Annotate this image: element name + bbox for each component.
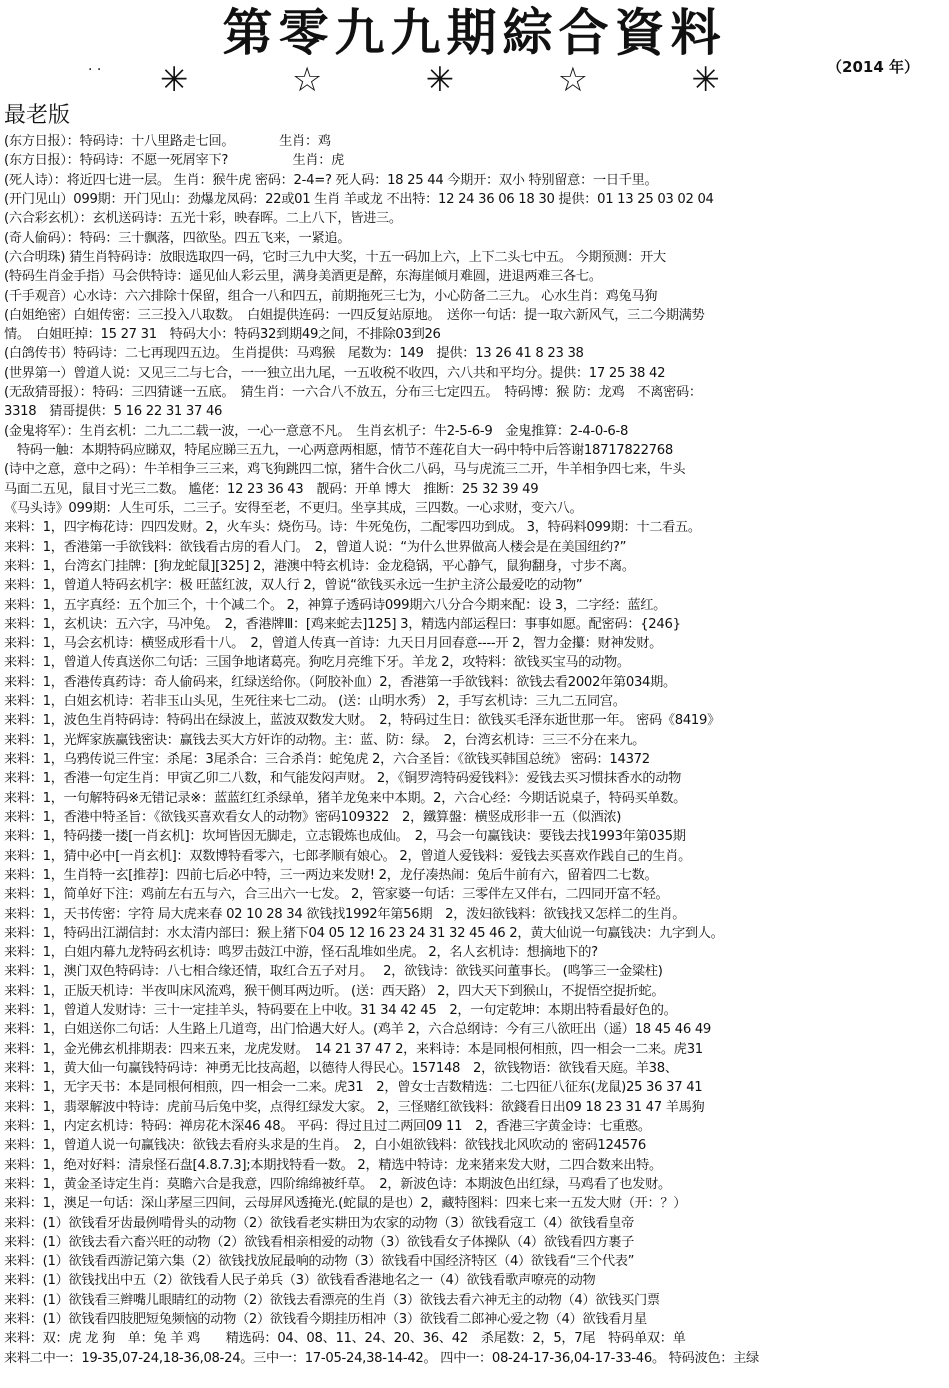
text-line: 来料：1，四字梅花诗：四四发财。2，火车头：烧伤马。诗：牛死兔伤，二配零四功到成。 3，特码料099期：十二看五。 [4, 520, 701, 536]
text-line: 来料：1，黄金圣诗定生肖：莫瞻六合是我意，四阶绵绵被纤草。 2，新波色诗：本期波色出红绿，马鸡看了也发财。 [4, 1176, 671, 1192]
content-lines [4, 132, 945, 1368]
decorative-dots: · · [88, 62, 102, 78]
text-line: 来料：1，白姐玄机诗：若非玉山头见，生死往来七二动。 (送：山明水秀） 2，手写玄机诗：三九二五同宫。 [4, 694, 626, 710]
text-line: 来料：1，生肖特一玄[推荐]：四前七后必中特，三一两边来发财! 2，龙仔凑热闹：兔后牛前有六，留着四二七数。 [4, 867, 658, 883]
text-line: 来料：1，乌鸦传说三件宝：杀尾：3尾杀合：三合杀肖：蛇兔虎 2，六合圣旨：《欲钱买韩国总统》 密码：14372 [4, 752, 650, 767]
text-line: (诗中之意，意中之码）：牛羊相争三三来，鸡飞狗跳四二惊，猪牛合伙二八码，马与虎流三二开，牛羊相争四七来，牛头 [4, 462, 686, 478]
text-line: 来料：1，内定玄机诗：特码：禅房花木深46 48。 平码：得过且过二两回09 11 2，香港三字黄金诗：七重憨。 [4, 1118, 651, 1134]
text-line: (金鬼将军）：生肖玄机：二九二二载一波，一心一意意不凡。 生肖玄机子：牛2-5-6-9 金鬼推算：2-4-0-6-8 [4, 423, 629, 439]
text-line: 来料：1，曾道人发财诗：三十一定挂羊头，特码要在上中收。31 34 42 45 2，一句定乾坤：本期出特看最好色的。 [4, 1003, 677, 1019]
text-line: 来料：1，台湾玄门挂牌：[狗龙蛇鼠][325] 2，港澳中特玄机诗：金龙稳锅，平心静气，鼠狗翻身，寸步不离。 [4, 558, 635, 574]
star-icon: ☆ [557, 60, 589, 100]
text-line: 来料：1，金光佛玄机排期表：四来五来，龙虎发财。 14 21 37 47 2，来料诗：本是同根何相煎，四一相会一二来。虎31 [4, 1041, 703, 1057]
text-line: 来料：(1）欲钱看三辫嘴儿眼睛红的动物（2）欲钱去看漂亮的生肖（3）欲钱去看六神无主的动物（4）欲钱买门票 [4, 1292, 660, 1308]
text-line: 情。 白姐旺掉：15 27 31 特码大小：特码32到期49之间，不排除03到26 [4, 327, 441, 343]
text-line: (死人诗）：将近四七进一层。 生肖：猴牛虎 密码：2-4=? 死人码：18 25 44 今期开：双小 特别留意：一日千里。 [4, 172, 658, 188]
asterisk-icon: ✳ [160, 60, 189, 100]
text-line: (开门见山）099期：开门见山：劲爆龙凤码：22或01 生肖 羊或龙 不出特：12 24 36 06 18 30 提供：01 13 25 03 02 04 [4, 191, 714, 207]
text-line: 来料：1，香港中特圣旨：《欲钱买喜欢看女人的动物》密码109322 2，鐵算盤：横竖成形非一五（似酒浓) [4, 809, 622, 825]
text-line: 特码一触：本期特码应睇双，特尾应睇三五九，一心两意两相愿，情节不莲花自大一码中特中后答谢18717822768 [4, 443, 673, 458]
text-line: 来料：1，正版天机诗：半夜叫床风流鸡，猴干侧耳两边听。 (送：西天路） 2，四大天下到猴山，不捉悟空捉折蛇。 [4, 983, 665, 999]
text-line: 来料：1，特码搂一搂[一肖玄机]：坎坷皆因无脚走，立志锻炼也成仙。 2，马会一句赢钱诀：要钱去找1993年第035期 [4, 829, 686, 845]
text-line: (东方日报）：特码诗：十八里路走七回。 生肖：鸡 [4, 134, 331, 149]
text-line: 马面二五见，鼠目寸光三二数。 尴佬：12 23 36 43 靓码：开单 博大 推断：25 32 39 49 [4, 481, 539, 497]
text-line: (东方日报）：特码诗：不愿一死屑宰下? 生肖：虎 [4, 153, 345, 169]
text-line: 来料：1，玄机诀：五六字，马冲兔。 2，香港牌Ⅲ：[鸡来蛇去]125] 3，精选内部运程曰：事事如愿。配密码：{246} [4, 616, 681, 632]
text-line: 来料：1，澳门双色特码诗：八七相合缘还情，取红合五子对月。 2，欲钱诗：欲钱买问董事长。 (鸣筝三一金粱柱) [4, 964, 663, 980]
asterisk-icon: ✳ [425, 60, 455, 100]
text-line: 来料：(1）欲钱看西游记第六集（2）欲钱找放屁最响的动物（3）欲钱看中国经济特区（4）欲钱看“三个代表” [4, 1254, 635, 1270]
text-line: 来料：1，曾道人特码玄机字：极 旺蓝红波，双人行 2，曾说“欲钱买永远一生护主济公最爱吃的动物” [4, 578, 583, 594]
asterisk-icon: ✳ [691, 60, 720, 100]
text-line: (白鸽传书）特码诗：二七再现四五边。 生肖提供：马鸡猴 尾数为：149 提供：13 26 41 8 23 38 [4, 346, 584, 362]
text-line: 来料：(1）欲钱看四肢肥短兔频恼的动物（2）欲钱看今期挂历相冲（3）欲钱看二郎神心爱之物（4）欲钱看月星 [4, 1312, 647, 1328]
text-line: 来料：1，简单好下注：鸡前左右五与六，合三出六一七发。 2，管家婆一句话：三零伴左又伴右，二四同开富不轻。 [4, 887, 669, 903]
text-line: 来料：1，白姐内幕九龙特码玄机诗：鸣罗击鼓江中游，怪石乱堆如坐虎。 2，名人玄机诗：想摘地下的? [4, 945, 598, 961]
text-line: 来料：1，天书传密：字符 局大虎来春 02 10 28 34 欲钱找1992年第56期 2，泼妇欲钱料：欲钱找又怎样二的生肖。 [4, 906, 686, 922]
text-line: (奇人偷码）：特码：三十飘落，四欲坠。四五飞来，一紧追。 [4, 230, 351, 246]
text-line: 来料：(1）欲钱去看六畜兴旺的动物（2）欲钱看相亲相爱的动物（3）欲钱看女子体操队（4）欲钱看四方裹子 [4, 1234, 635, 1250]
text-line: (白姐绝密）白姐传密：三三投入八取数。 白姐提供连码：一四反复站原地。 送你一句话：提一取六新风气，三二今期满势 [4, 307, 705, 323]
text-line: 《马头诗》099期：人生可乐，二三子。安得至老，不更归。坐享其成，三四数。一心求财，变六八。 [4, 500, 583, 516]
text-line: 来料：1，特码出江湖信封：水太清内部曰：猴上猪下04 05 12 16 23 24 31 32 45 46 2，黄大仙说一句赢钱决：九字到人。 [4, 925, 724, 941]
text-line: 来料：1，光辉家族赢钱密诀：赢钱去买大方奸诈的动物。主：蓝、防：绿。 2，台湾玄机诗：三三不分在来九。 [4, 732, 646, 748]
text-line: 来料：1，绝对好料：清泉怪石盘[4.8.7.3];本期找特看一数。 2，精选中特诗：龙来猪来发大财，二四合数来出特。 [4, 1157, 662, 1173]
text-line: 来料：1，猜中必中[一肖玄机]：双数博特看零六，七郎孝顺有娘心。 2，曾道人爱钱料：爱钱去买喜欢作践自己的生肖。 [4, 848, 692, 864]
text-line: 来料：1，翡翠解波中特诗：虎前马后兔中奖，点得红绿发大家。 2，三怪赌红欲钱料：欲錢看日出09 18 23 31 47 羊馬狗 [4, 1099, 705, 1115]
edition-label: 最老版 [4, 103, 71, 128]
text-line: 来料二中一：19-35,07-24,18-36,08-24。三中一：17-05-24,38-14-42。 四中一：08-24-17-36,04-17-33-46。 特码波色：主绿 [4, 1350, 759, 1366]
text-line: 来料：(1）欲钱找出中五（2）欲钱看人民子弟兵（3）欲钱看香港地名之一（4）欲钱看歌声嘹亮的动物 [4, 1273, 596, 1289]
text-line: (特码生肖金手指）马会供特诗：遥见仙人彩云里，满身美酒更是醉，东海崖倾月难圆，进退两难三各七。 [4, 269, 602, 285]
text-line: 来料：1，白姐送你二句话：人生路上几道弯，出门恰遇大好人。(鸡羊 2，六合总纲诗：今有三八欲旺出（遥）18 45 46 49 [4, 1022, 712, 1038]
text-line: (六合明珠) 猜生肖特码诗：放眼选取四一码，它时三九中大奖，十五一码加上六，上下二头七中五。 今期预测：开大 [4, 249, 666, 265]
text-line: 来料：(1）欲钱看牙齿最例啃骨头的动物（2）欲钱看老实耕田为农家的动物（3）欲钱看寇工（4）欲钱看皇帝 [4, 1215, 635, 1231]
text-line: 来料：1，曾道人传真送你二句话：三国争地诸葛亮。狗吃月亮维下牙。羊龙 2，攻特料：欲钱买宝马的动物。 [4, 655, 630, 671]
text-line: 来料：1，一句解特码※无错记录※：蓝蓝红红杀绿单，猪羊龙兔来中本期。2，六合心经：今期话说桌子，特码买单数。 [4, 790, 687, 806]
text-line: 来料：1，波色生肖特码诗：特码出在绿波上，蓝波双数发大财。 2，特码过生日：欲钱买毛泽东逝世那一年。 密码《8419》 [4, 713, 720, 729]
year-label: （2014 年） [827, 58, 919, 76]
text-line: 来料：1，曾道人说一句赢钱决：欲钱去看府头求是的生肖。 2，白小姐欲钱料：欲钱找北风吹动的 密码124576 [4, 1138, 646, 1154]
star-ornament-row [160, 60, 720, 100]
star-icon: ☆ [291, 60, 323, 100]
text-line: 来料：1，香港第一手欲钱料：欲钱看古房的看人门。 2，曾道人说：“为什么世界做高人楼会是在美国纽约?” [4, 539, 627, 555]
page-title: 第零九九期綜合資料 [222, 3, 727, 62]
text-line: 来料：1，香港一句定生肖：甲寅乙卯二八数，和气能发闷声财。 2，《铜罗湾特码爱钱料》：爱钱去买习惯抹香水的动物 [4, 771, 682, 787]
text-line: 来料：双：虎 龙 狗 单：兔 羊 鸡 精选码：04、08、11、24、20、36、42 杀尾数：2，5，7尾 特码单双：单 [4, 1331, 686, 1347]
text-line: 来料：1，马会玄机诗：横竖成形看十八。 2，曾道人传真一首诗：九天日月回春意----开 2，智力金攥：财神发财。 [4, 636, 662, 652]
text-line: (世界第一）曾道人说：又见三二与七合，一一独立出九尾，一五收税不收四，六八共和平均分。提供：17 25 38 42 [4, 365, 666, 381]
text-line: (千手观音）心水诗：六六排除十保留，组合一八和四五，前期拖死三七为，小心防备二三九。 心水生肖：鸡兔马狗 [4, 288, 658, 304]
text-line: 3318 猜哥提供：5 16 22 31 37 46 [4, 404, 223, 420]
text-line: (无敌猜哥报）：特码：三四猜谜一五底。 猜生肖：一六合八不放五，分布三七定四五。 特码博：猴 防：龙鸡 不离密码： [4, 385, 702, 401]
text-line: 来料：1，五字真经：五个加三个，十个减二个。 2，神算子透码诗099期六八分合今期来配：设 3，二字经：蓝红。 [4, 597, 667, 613]
text-line: 来料：1，澳足一句话：深山茅屋三四间，云母屏风透掩光.(蛇鼠的是也）2，藏特图料：四来七来一五发大财（开：？） [4, 1196, 687, 1212]
text-line: 来料：1，香港传真药诗：奇人偷码来，红绿送给你。（阿胶补血）2，香港第一手欲钱料：欲钱去看2002年第034期。 [4, 674, 676, 690]
text-line: (六合彩玄机）：玄机送码诗：五光十彩，映春晖。二上八下，皆进三。 [4, 211, 402, 227]
text-line: 来料：1，黄大仙一句赢钱特码诗：神勇无比技高超，以德待人得民心。157148 2，欲钱物语：欲钱看天庭。羊38、 [4, 1061, 678, 1076]
text-line: 来料：1，无字天书：本是同根何相煎，四一相会一二来。虎31 2，曾女士吉数精选：二七四征八征东(龙鼠)25 36 37 41 [4, 1080, 703, 1096]
